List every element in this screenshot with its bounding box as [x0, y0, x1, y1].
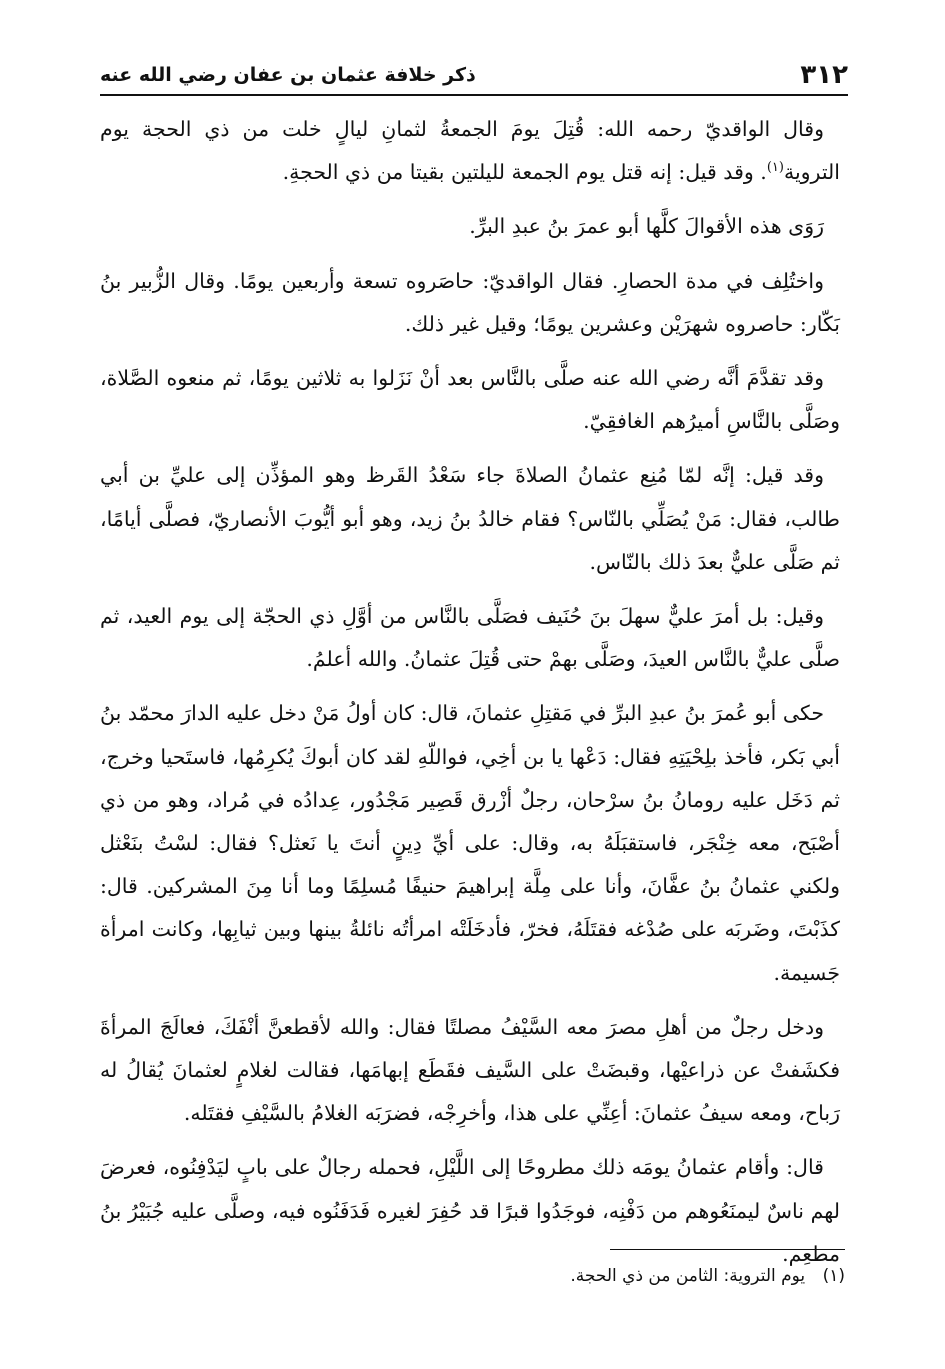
- paragraph-text: . وقد قيل: إنه قتل يوم الجمعة لليلتين بقيتا من ذي الحجةِ.: [282, 160, 767, 185]
- paragraph: وقد تقدَّمَ أنَّه رضي الله عنه صلَّى بالنَّاس بعد أنْ نَزَلوا به ثلاثين يومًا، ثم منعوه الصَّلاة، وصَلَّى بالنَّاسِ أميرُهم الغافقِيّ.: [100, 366, 840, 434]
- paragraph: قال: وأقام عثمانُ يومَه ذلك مطروحًا إلى اللَّيْلِ، فحمله رجالٌ على بابٍ ليَدْفِنُوه، فعرضَ لهم ناسٌ ليمنَعُوهم من دَفْنِه، فوجَدُوا قبرًا قد حُفِرَ لغيره فَدَفَنُوه فيه، وصلَّى عليه جُبَيْرُ بنُ مطعِم.: [100, 1155, 840, 1266]
- paragraph: حكى أبو عُمرَ بنُ عبدِ البرِّ في مَقتِلِ عثمانَ، قال: كان أولُ مَنْ دخل عليه الدارَ محمّد بنُ أبي بَكر، فأخذ بلِحْيَتِهِ فقال: دَعْها يا بن أخِي، فواللّهِ لقد كان أبوكَ يُكرِمُها، فاستَحيا وخرج، ثم دَخَل عليه رومانُ بنُ سرْحان، رجلٌ أزْرق قَصِير مَجْدُور، عِدادُه في مُراد، وهو من ذي أصْبَح، معه خِنْجَر، فاستقبَلَهُ به، وقال: على أيِّ دِينٍ أنتَ يا نَعثل؟ فقال: لسْتُ بنَعْثل ولكني عثمانُ بنُ عفَّانَ، وأنا على مِلَّة إبراهيمَ حنيفًا مُسلِمًا وما أنا مِنَ المشركين. قال: كذَبْتَ، وضَربَه على صُدْغه فقتَلَهُ، فخرّ، فأدخَلَتْه امرأتُه نائلةُ بينها وبين ثيابِها، وكانت امرأة جَسيمة.: [100, 701, 840, 985]
- footnote-divider: [610, 1249, 845, 1250]
- paragraph: واختُلِف في مدة الحصارِ. فقال الواقديّ: حاصَروه تسعة وأربعين يومًا. وقال الزُّبير بنُ بَكّار: حاصروه شهرَيْن وعشرين يومًا؛ وقيل غير ذلك.: [100, 268, 840, 336]
- page-number: ٣١٢: [800, 60, 848, 90]
- paragraph: ودخل رجلٌ من أهلِ مصرَ معه السَّيْفُ مصلتًا فقال: والله لأقطعنَّ أنْفَكَ، فعالَجَ المرأةَ فكشَفتْ عن ذراعيْها، وقبضَتْ على السَّيف فقَطَع إبهامَها، فقالت لغلامٍ لعثمانَ يُقالُ له رَباح، ومعه سيفُ عثمانَ: أعِنِّي على هذا، وأخرِجْه، فضرَبَه الغلامُ بالسَّيْفِ فقتَله.: [100, 1014, 840, 1126]
- paragraph: وقيل: بل أمرَ عليٌّ سهلَ بنَ حُنَيف فصَلَّى بالنَّاس من أوَّلِ ذي الحجّة إلى يوم العيد، ثم صلَّى عليٌّ بالنَّاس العيدَ، وصَلَّى بهمْ حتى قُتِلَ عثمانُ. والله أعلمُ.: [100, 604, 840, 672]
- footnote-number: (١): [822, 1266, 845, 1286]
- paragraph: رَوَى هذه الأقوالَ كلَّها أبو عمرَ بنُ عبدِ البرِّ.: [469, 214, 824, 239]
- footnote-text: يوم التروية: الثامن من ذي الحجة.: [570, 1266, 806, 1286]
- paragraph-text: وقال الواقديّ رحمه الله: قُتِلَ يومَ الجمعةُ لثمانِ ليالٍ خلت من ذي الحجة يوم التروية: [100, 117, 840, 185]
- running-title: ذكر خلافة عثمان بن عفان رضي الله عنه: [100, 64, 476, 86]
- paragraph: [100, 108, 840, 194]
- page-header: [100, 50, 848, 96]
- paragraph: وقد قيل: إنَّه لمّا مُنِع عثمانُ الصلاةَ جاء سَعْدُ القَرظ وهو المؤذِّن إلى عليِّ بن أبي طالب، فقال: مَنْ يُصَلِّي بالنّاس؟ فقام خالدُ بنُ زيد، وهو أبو أيُّوبَ الأنصاريّ، فصلَّى أيامًا، ثم صَلَّى عليٌّ بعدَ ذلك بالنّاس.: [100, 463, 840, 574]
- footnote: [105, 1262, 845, 1290]
- footnote-reference: (١): [766, 160, 784, 176]
- main-text: [100, 108, 840, 1287]
